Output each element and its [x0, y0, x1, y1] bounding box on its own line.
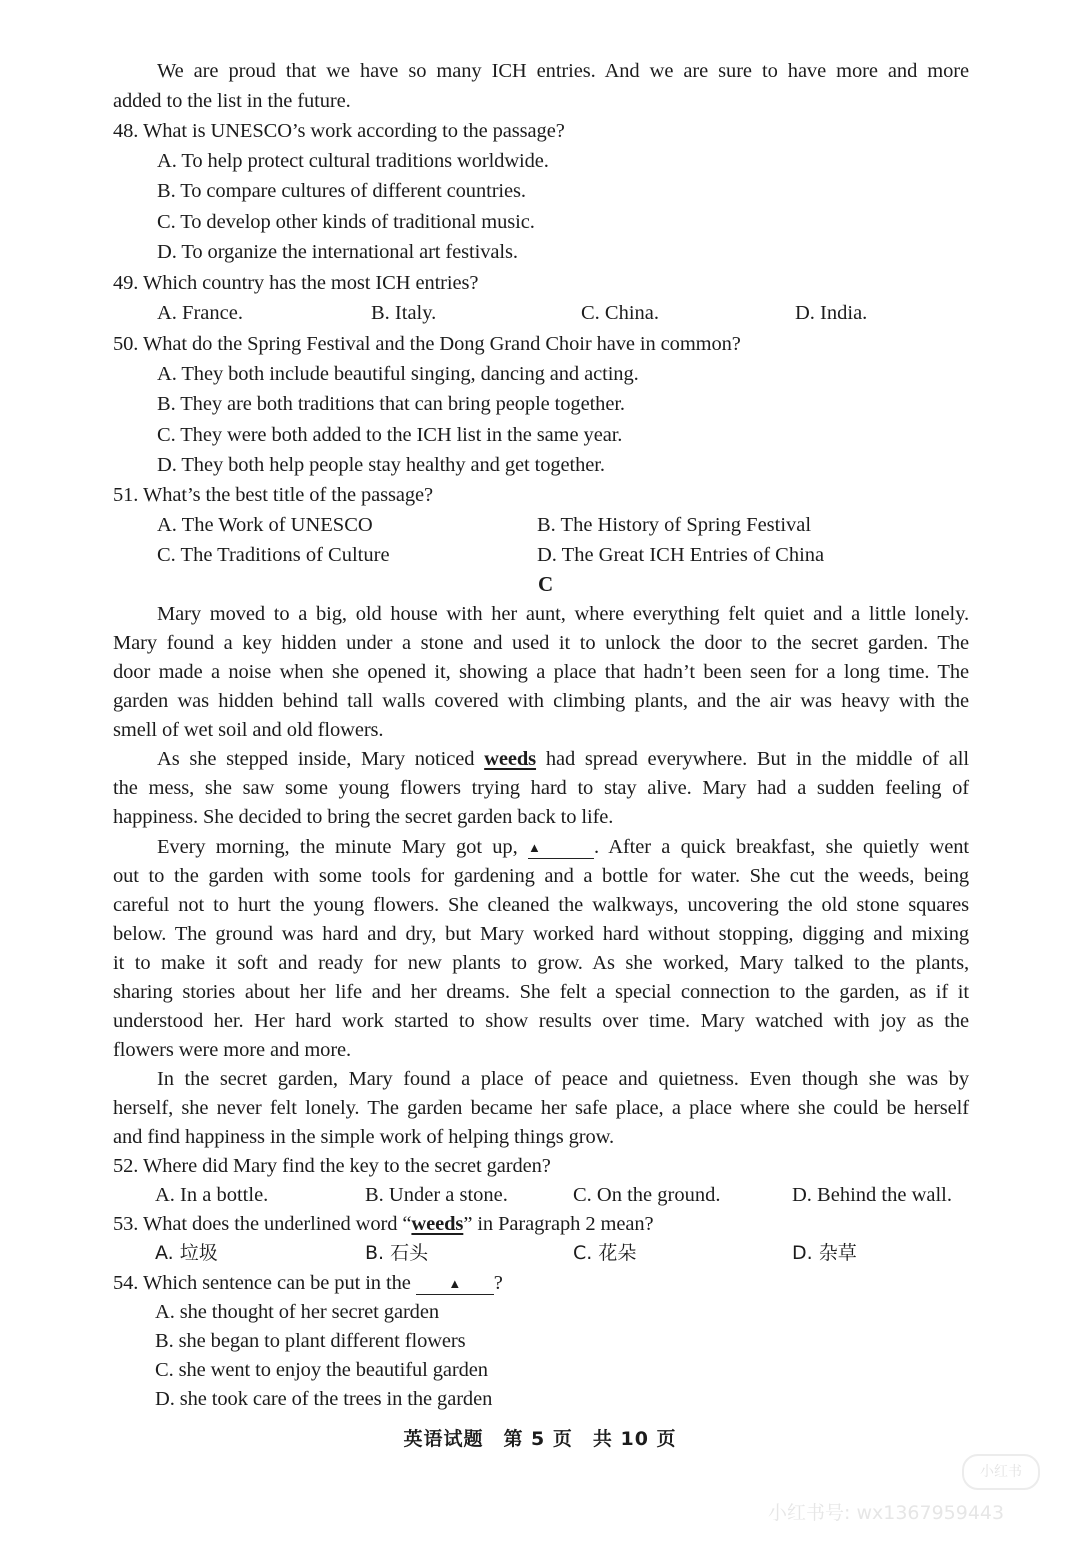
- question-48-option-c: C. To develop other kinds of traditional music.: [157, 211, 535, 233]
- question-text: 54. Which sentence can be put in the: [113, 1272, 411, 1294]
- page-footer: 英语试题 第 5 页 共 10 页: [403, 1428, 677, 1450]
- passage-line: Mary moved to a big, old house with her aunt, where everything felt quiet and a little lonely.: [157, 603, 969, 625]
- question-50-option-c: C. They were both added to the ICH list in the same year.: [157, 424, 623, 446]
- section-heading: C: [538, 572, 554, 596]
- question-54-option-b: B. she began to plant different flowers: [155, 1330, 466, 1352]
- question-54-option-d: D. she took care of the trees in the garden: [155, 1388, 493, 1410]
- passage-line: Mary found a key hidden under a stone and used it to unlock the door to the secret garden. The: [113, 632, 969, 654]
- triangle-icon: ▲: [527, 840, 541, 855]
- intro-line-2: added to the list in the future.: [113, 90, 351, 112]
- question-53-stem: [113, 1210, 969, 1239]
- question-53-option-c: C. 花朵: [573, 1242, 637, 1264]
- question-49-option-c: C. China.: [581, 302, 660, 324]
- question-50-stem: 50. What do the Spring Festival and the Dong Grand Choir have in common?: [113, 333, 741, 355]
- passage-text: As she stepped inside, Mary noticed: [157, 748, 475, 770]
- question-52-option-c: C. On the ground.: [573, 1184, 721, 1206]
- question-50-option-b: B. They are both traditions that can bring people together.: [157, 393, 625, 415]
- passage-line: it to make it soft and ready for new plants to grow. As she worked, Mary talked to the plants,: [113, 952, 969, 974]
- passage-line: [157, 745, 969, 774]
- question-48-option-a: A. To help protect cultural traditions worldwide.: [157, 150, 549, 172]
- question-54-option-a: A. she thought of her secret garden: [155, 1301, 439, 1323]
- question-50-option-d: D. They both help people stay healthy and get together.: [157, 454, 605, 476]
- watermark-logo: 小红书: [962, 1454, 1040, 1490]
- passage-line: understood her. Her hard work started to show results over time. Mary watched with joy as the: [113, 1010, 969, 1032]
- question-text: ” in Paragraph 2 mean?: [463, 1213, 654, 1235]
- question-49-stem: 49. Which country has the most ICH entries?: [113, 272, 479, 294]
- underlined-word-weeds: weeds: [411, 1213, 464, 1235]
- question-52-option-b: B. Under a stone.: [365, 1184, 508, 1206]
- question-49-option-a: A. France.: [157, 302, 243, 324]
- passage-line: careful not to hurt the young flowers. She cleaned the walkways, uncovering the old stone squares: [113, 894, 969, 916]
- passage-line: In the secret garden, Mary found a place of peace and quietness. Even though she was by: [157, 1068, 969, 1090]
- question-54-option-c: C. she went to enjoy the beautiful garden: [155, 1359, 488, 1381]
- question-49-option-d: D. India.: [795, 302, 868, 324]
- underlined-word-weeds: weeds: [484, 748, 537, 770]
- intro-line-1: We are proud that we have so many ICH entries. And we are sure to have more and more: [157, 60, 969, 82]
- question-48-stem: 48. What is UNESCO’s work according to the passage?: [113, 120, 565, 142]
- question-53-option-d: D. 杂草: [792, 1242, 857, 1264]
- question-52-option-a: A. In a bottle.: [155, 1184, 269, 1206]
- question-51-option-a: A. The Work of UNESCO: [157, 514, 373, 536]
- passage-line: door made a noise when she opened it, showing a place that hadn’t been seen for a long time. The: [113, 661, 969, 683]
- question-48-option-b: B. To compare cultures of different countries.: [157, 180, 526, 202]
- answer-blank: [528, 838, 594, 859]
- question-53-option-a: A. 垃圾: [155, 1242, 218, 1264]
- question-51-option-b: B. The History of Spring Festival: [537, 514, 812, 536]
- passage-line: below. The ground was hard and dry, but Mary worked hard without stopping, digging and mixing: [113, 923, 969, 945]
- passage-line: smell of wet soil and old flowers.: [113, 719, 384, 741]
- passage-line: flowers were more and more.: [113, 1039, 352, 1061]
- passage-line: and find happiness in the simple work of helping things grow.: [113, 1126, 615, 1148]
- watermark-text: 小红书号: wx1367959443: [768, 1502, 1005, 1524]
- passage-text: Every morning, the minute Mary got up,: [157, 836, 518, 858]
- question-51-option-d: D. The Great ICH Entries of China: [537, 544, 825, 566]
- question-54-stem: [113, 1269, 969, 1298]
- passage-text: had spread everywhere. But in the middle of all: [545, 748, 969, 770]
- passage-line: happiness. She decided to bring the secret garden back to life.: [113, 806, 614, 828]
- question-text: 53. What does the underlined word “: [113, 1213, 412, 1235]
- question-52-option-d: D. Behind the wall.: [792, 1184, 952, 1206]
- passage-line: garden was hidden behind tall walls covered with climbing plants, and the air was heavy with the: [113, 690, 969, 712]
- passage-text: . After a quick breakfast, she quietly went: [593, 836, 969, 858]
- question-52-stem: 52. Where did Mary find the key to the secret garden?: [113, 1155, 551, 1177]
- question-51-option-c: C. The Traditions of Culture: [157, 544, 390, 566]
- passage-line: [157, 833, 969, 862]
- triangle-icon: ▲: [448, 1276, 462, 1291]
- question-49-option-b: B. Italy.: [371, 302, 437, 324]
- question-text: ?: [493, 1272, 503, 1294]
- question-48-option-d: D. To organize the international art festivals.: [157, 241, 518, 263]
- passage-line: out to the garden with some tools for gardening and a bottle for water. She cut the weeds, being: [113, 865, 969, 887]
- passage-line: the mess, she saw some young flowers trying hard to stay alive. Mary had a sudden feeling of: [113, 777, 969, 799]
- answer-blank: [416, 1274, 494, 1295]
- question-53-option-b: B. 石头: [365, 1242, 429, 1264]
- passage-line: sharing stories about her life and her dreams. She felt a special connection to the garden, as if it: [113, 981, 969, 1003]
- question-51-stem: 51. What’s the best title of the passage?: [113, 484, 434, 506]
- question-50-option-a: A. They both include beautiful singing, dancing and acting.: [157, 363, 639, 385]
- passage-line: herself, she never felt lonely. The garden became her safe place, a place where she could be herself: [113, 1097, 969, 1119]
